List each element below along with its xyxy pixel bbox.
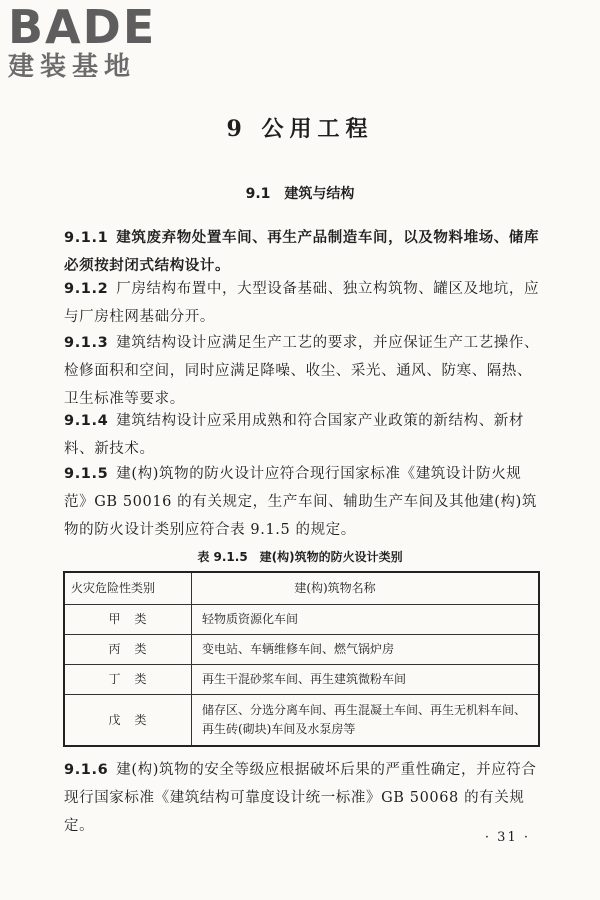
clause-text: 厂房结构布置中，大型设备基础、独立构筑物、罐区及地坑，应与厂房柱网基础分开。 (64, 281, 540, 325)
logo-chinese-text: 建装基地 (8, 52, 137, 82)
cell-building: 储存区、分选分离车间、再生混凝土车间、再生无机料车间、再生砖(砌块)车间及水泵房等 (192, 695, 540, 747)
clause-number: 9.1.2 (64, 281, 109, 297)
clause-number: 9.1.5 (64, 466, 109, 482)
table-caption: 表 9.1.5 建(构)筑物的防火设计类别 (197, 550, 403, 564)
clause-9-1-4 (64, 407, 542, 463)
clause-text: 建筑结构设计应满足生产工艺的要求，并应保证生产工艺操作、检修面积和空间，同时应满足降噪、收尘、采光、通风、防寒、隔热、卫生标准等要求。 (64, 335, 540, 407)
page-number: · 31 · (484, 830, 530, 845)
table-row (64, 605, 539, 635)
clause-text: 建(构)筑物的防火设计应符合现行国家标准《建筑设计防火规范》GB 50016 的有关规定，生产车间、辅助生产车间及其他建(构)筑物的防火设计类别应符合表 9.1.5 的规定。 (64, 466, 537, 538)
clause-number: 9.1.1 (64, 230, 109, 246)
clause-number: 9.1.4 (64, 413, 109, 429)
clause-9-1-5 (64, 460, 542, 544)
cell-building: 变电站、车辆维修车间、燃气锅炉房 (192, 635, 540, 665)
table-header-row (64, 572, 539, 605)
table-row (64, 665, 539, 695)
fire-category-table (63, 571, 540, 747)
cell-category: 戊 类 (64, 695, 192, 747)
logo-latin-text: BADE (8, 0, 157, 54)
header-building-name: 建(构)筑物名称 (192, 572, 540, 605)
clause-text: 建筑废弃物处置车间、再生产品制造车间，以及物料堆场、储库必须按封闭式结构设计。 (64, 229, 540, 274)
table-row (64, 695, 539, 747)
clause-9-1-1 (64, 224, 542, 280)
bade-logo (8, 2, 178, 82)
cell-category: 甲 类 (64, 605, 192, 635)
clause-number: 9.1.6 (64, 762, 109, 778)
cell-category: 丁 类 (64, 665, 192, 695)
cell-building: 再生干混砂浆车间、再生建筑微粉车间 (192, 665, 540, 695)
section-title: 9.1 建筑与结构 (245, 186, 355, 202)
header-fire-category: 火灾危险性类别 (64, 572, 192, 605)
clause-9-1-3 (64, 329, 542, 413)
table-row (64, 635, 539, 665)
clause-9-1-2 (64, 275, 542, 331)
cell-category: 丙 类 (64, 635, 192, 665)
cell-building: 轻物质资源化车间 (192, 605, 540, 635)
clause-9-1-6 (64, 756, 542, 840)
chapter-title: 9 公用工程 (226, 116, 374, 142)
clause-text: 建筑结构设计应采用成熟和符合国家产业政策的新结构、新材料、新技术。 (64, 413, 524, 457)
clause-text: 建(构)筑物的安全等级应根据破坏后果的严重性确定，并应符合现行国家标准《建筑结构可靠度设计统一标准》GB 50068 的有关规定。 (64, 762, 537, 834)
clause-number: 9.1.3 (64, 335, 109, 351)
